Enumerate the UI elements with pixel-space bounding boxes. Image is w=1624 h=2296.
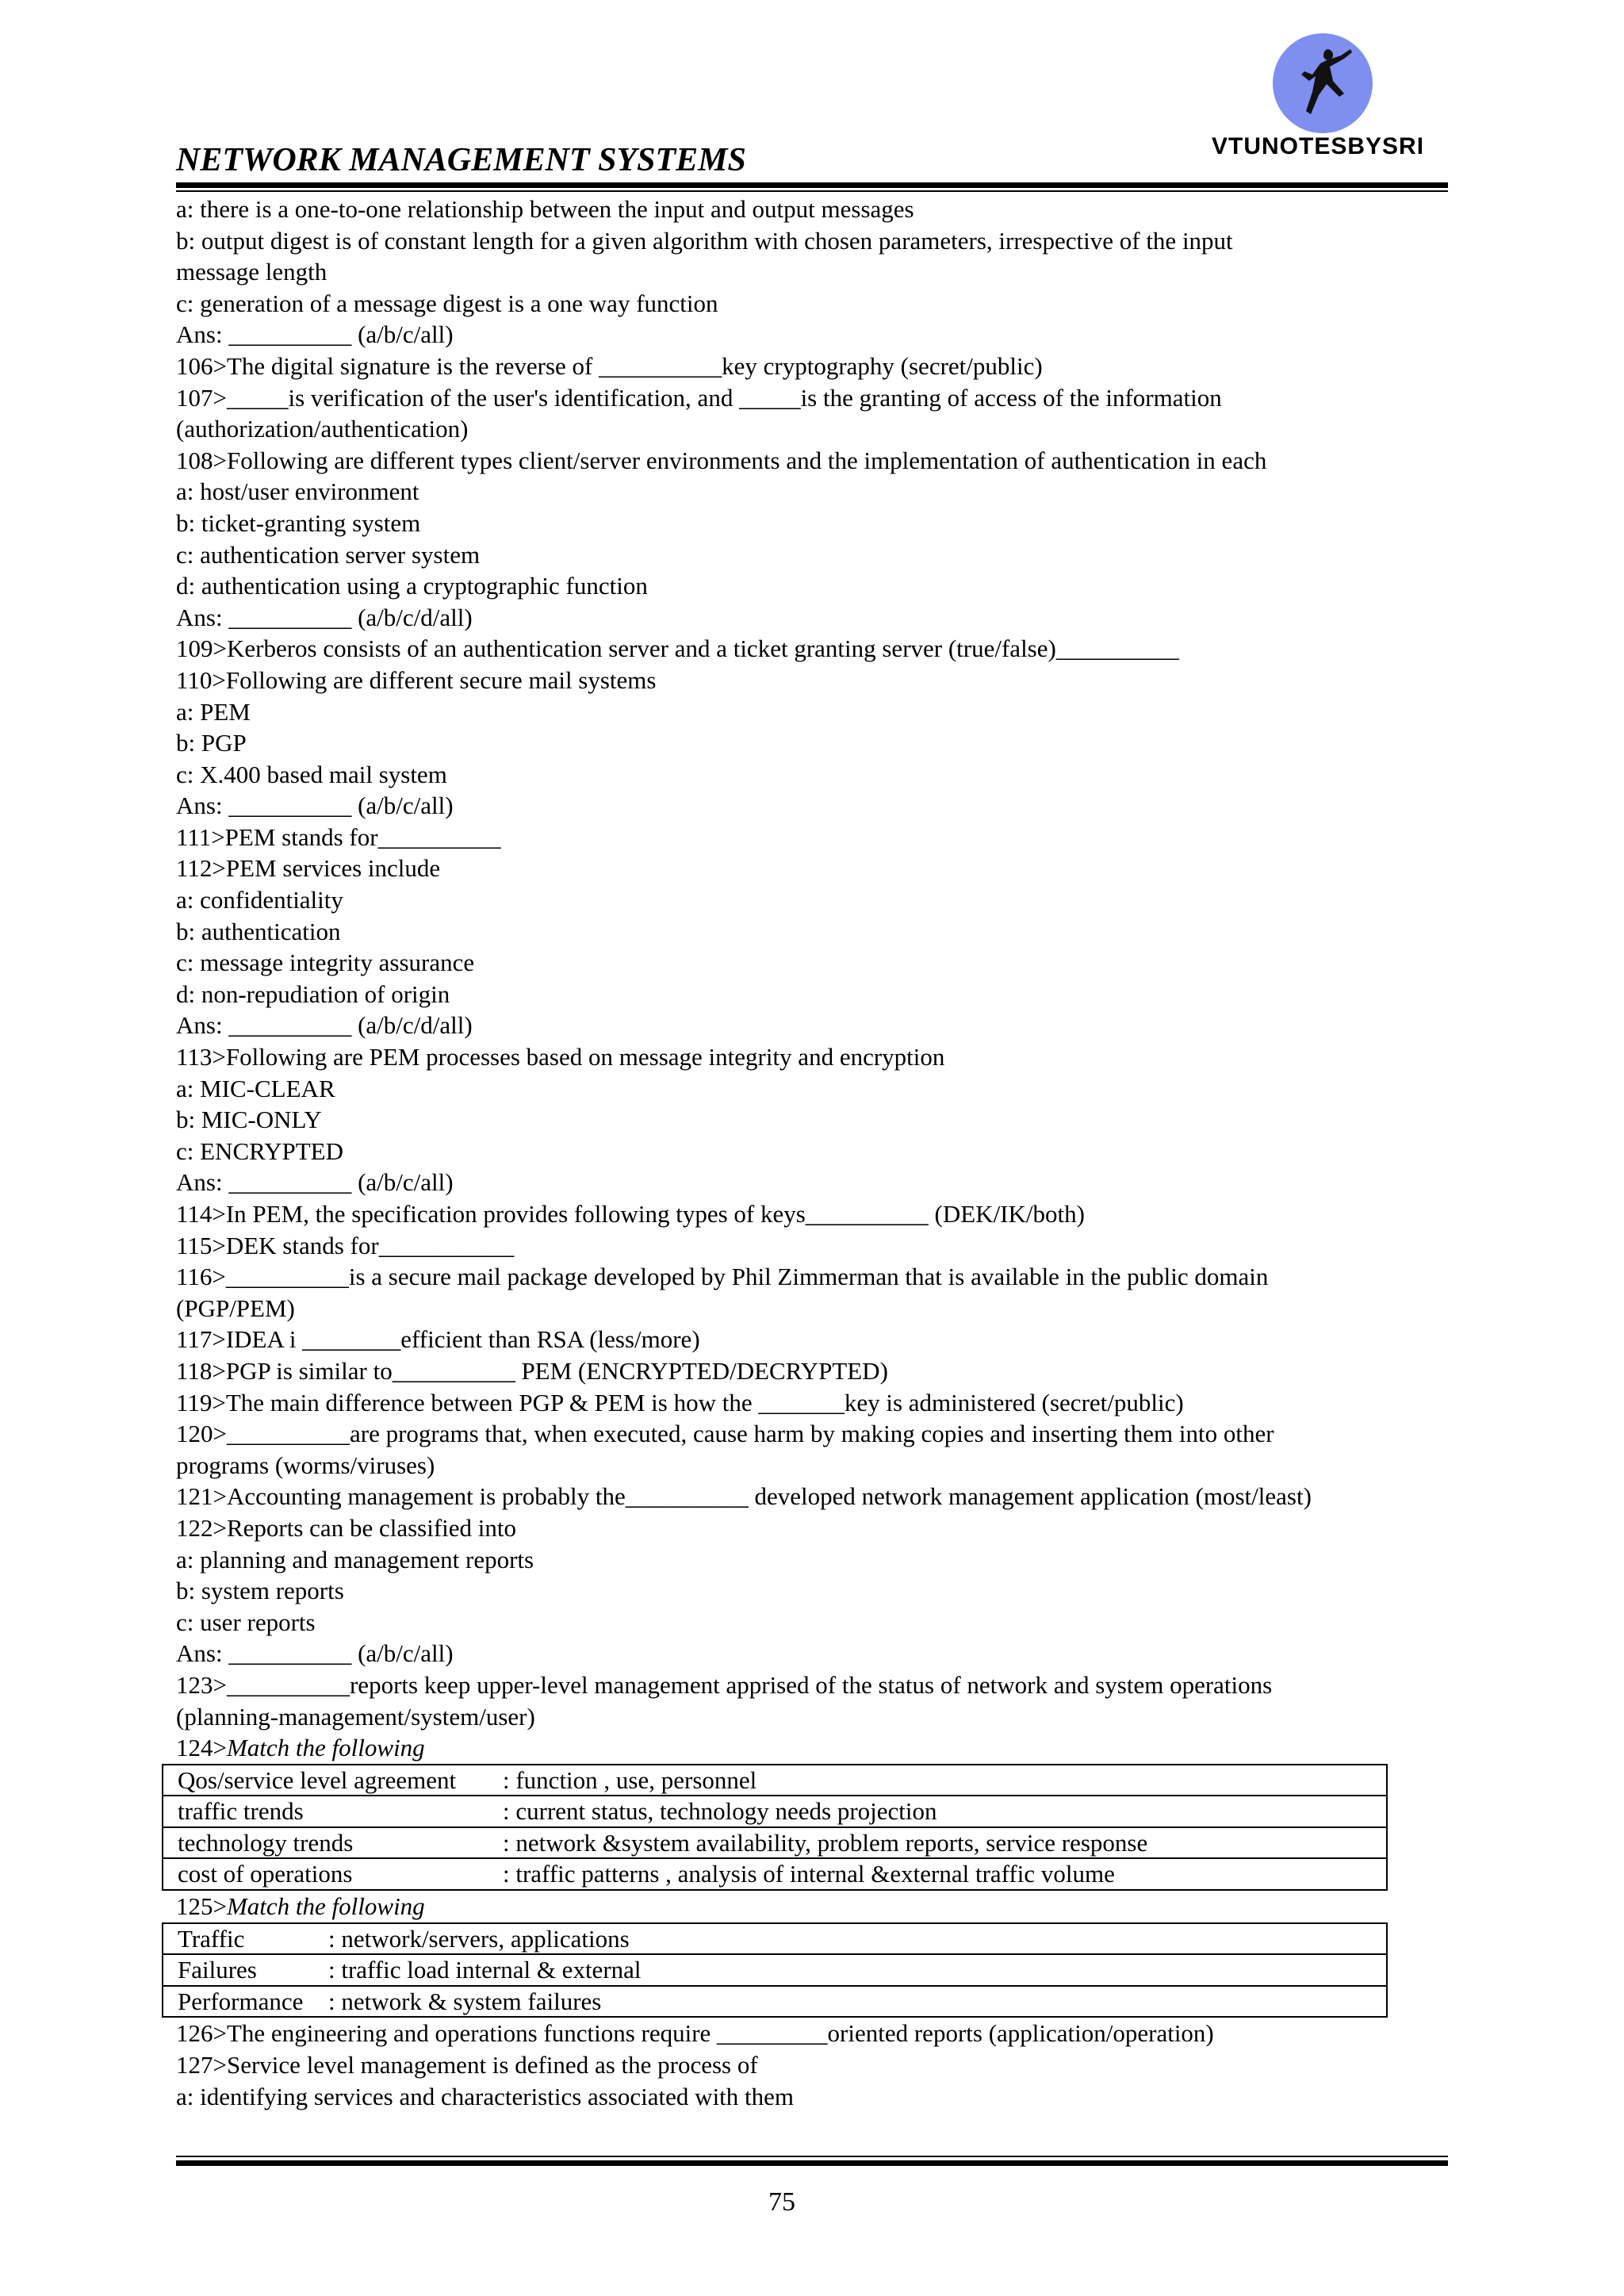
text-line: 107>_____is verification of the user's identification, and _____is the granting of access of the information bbox=[176, 383, 1222, 412]
text-line: message length bbox=[176, 258, 327, 286]
text-line: 126>The engineering and operations functions require _________oriented reports (application/operation) bbox=[176, 2019, 1214, 2048]
text-line: 110>Following are different secure mail systems bbox=[176, 665, 657, 694]
match-left-term: Traffic bbox=[178, 1924, 245, 1953]
match-left-term: technology trends bbox=[178, 1828, 354, 1857]
page-number: 75 bbox=[768, 2187, 795, 2217]
match-cell bbox=[163, 1765, 1387, 1796]
match-cell bbox=[163, 1954, 1387, 1986]
match-right-term: : network/servers, applications bbox=[328, 1924, 630, 1953]
match-row bbox=[163, 1765, 1387, 1796]
q124-number: 124> bbox=[176, 1734, 227, 1762]
text-line: 112>PEM services include bbox=[176, 854, 441, 883]
match-row bbox=[163, 1954, 1387, 1986]
text-line: b: ticket-granting system bbox=[176, 508, 421, 537]
match-cell bbox=[163, 1858, 1387, 1890]
match-left-term: Failures bbox=[178, 1956, 257, 1984]
text-line: c: generation of a message digest is a one way function bbox=[176, 289, 718, 317]
text-line: (PGP/PEM) bbox=[176, 1294, 295, 1322]
text-line: d: non-repudiation of origin bbox=[176, 979, 450, 1008]
tail-question-lines bbox=[176, 2018, 1461, 2112]
match-right-term: : network & system failures bbox=[328, 1987, 602, 2015]
text-line: 117>IDEA i ________efficient than RSA (less/more) bbox=[176, 1325, 700, 1354]
text-line: a: there is a one-to-one relationship between the input and output messages bbox=[176, 195, 914, 223]
text-line: b: PGP bbox=[176, 729, 247, 757]
match-row bbox=[163, 1796, 1387, 1827]
text-line: c: ENCRYPTED bbox=[176, 1137, 343, 1165]
text-line: 108>Following are different types client/server environments and the implementation of authentication in each bbox=[176, 446, 1267, 474]
text-line: a: host/user environment bbox=[176, 477, 419, 506]
text-line: c: user reports bbox=[176, 1608, 316, 1636]
header-rule-thick bbox=[176, 182, 1448, 188]
text-line: 113>Following are PEM processes based on message integrity and encryption bbox=[176, 1043, 945, 1071]
q124-heading bbox=[176, 1732, 1461, 1764]
text-line: c: X.400 based mail system bbox=[176, 760, 447, 788]
text-line: Ans: __________ (a/b/c/all) bbox=[176, 320, 454, 349]
match-cell bbox=[163, 1796, 1387, 1827]
text-line: Ans: __________ (a/b/c/all) bbox=[176, 1639, 454, 1668]
q124-match-table bbox=[162, 1764, 1388, 1891]
text-line: 119>The main difference between PGP & PEM is how the _______key is administered (secret/public) bbox=[176, 1388, 1184, 1416]
text-line: (authorization/authentication) bbox=[176, 415, 469, 443]
text-line: b: authentication bbox=[176, 917, 341, 945]
q125-label: Match the following bbox=[226, 1892, 425, 1921]
match-row bbox=[163, 1986, 1387, 2018]
text-line: 123>__________reports keep upper-level management apprised of the status of network and system operations bbox=[176, 1670, 1273, 1699]
q125-number: 125> bbox=[176, 1892, 227, 1921]
match-right-term: : current status, technology needs projection bbox=[503, 1797, 937, 1826]
match-right-term: : traffic load internal & external bbox=[328, 1956, 642, 1984]
match-left-term: Qos/service level agreement bbox=[178, 1765, 457, 1794]
text-line: b: system reports bbox=[176, 1577, 344, 1605]
text-line: Ans: __________ (a/b/c/d/all) bbox=[176, 603, 473, 631]
match-right-term: : traffic patterns , analysis of internal &external traffic volume bbox=[503, 1860, 1115, 1888]
page-header-title: NETWORK MANAGEMENT SYSTEMS bbox=[176, 142, 746, 178]
text-line: 106>The digital signature is the reverse of __________key cryptography (secret/public) bbox=[176, 351, 1043, 380]
text-line: 115>DEK stands for___________ bbox=[176, 1231, 515, 1259]
text-line: 127>Service level management is defined as the process of bbox=[176, 2051, 758, 2079]
text-line: d: authentication using a cryptographic function bbox=[176, 572, 648, 600]
q125-heading bbox=[176, 1891, 1461, 1922]
text-line: 109>Kerberos consists of an authentication server and a ticket granting server (true/false)__________ bbox=[176, 634, 1179, 663]
match-left-term: Performance bbox=[178, 1987, 304, 2015]
text-line: b: output digest is of constant length for a given algorithm with chosen parameters, irrespective of the input bbox=[176, 226, 1233, 255]
text-line: a: planning and management reports bbox=[176, 1545, 534, 1573]
match-cell bbox=[163, 1986, 1387, 2018]
text-line: b: MIC-ONLY bbox=[176, 1106, 322, 1134]
q125-match-table bbox=[162, 1922, 1388, 2018]
match-row bbox=[163, 1858, 1387, 1890]
text-line: 111>PEM stands for__________ bbox=[176, 822, 501, 851]
match-right-term: : function , use, personnel bbox=[503, 1765, 757, 1794]
logo-text: VTUNOTESBYSRI bbox=[1212, 133, 1425, 159]
match-cell bbox=[163, 1923, 1387, 1955]
text-line: 116>__________is a secure mail package developed by Phil Zimmerman that is available in the public domain bbox=[176, 1263, 1269, 1291]
match-right-term: : network &system availability, problem reports, service response bbox=[503, 1828, 1148, 1857]
text-line: 121>Accounting management is probably the__________ developed network management application (most/least) bbox=[176, 1482, 1312, 1511]
text-line: 120>__________are programs that, when executed, cause harm by making copies and inserting them into other bbox=[176, 1420, 1274, 1448]
text-line: programs (worms/viruses) bbox=[176, 1451, 435, 1479]
match-left-term: traffic trends bbox=[178, 1797, 304, 1826]
text-line: 114>In PEM, the specification provides following types of keys__________ (DEK/IK/both) bbox=[176, 1200, 1085, 1228]
climber-logo-icon bbox=[1271, 32, 1374, 135]
text-line: Ans: __________ (a/b/c/d/all) bbox=[176, 1011, 473, 1040]
text-line: (planning-management/system/user) bbox=[176, 1702, 535, 1731]
text-line: Ans: __________ (a/b/c/all) bbox=[176, 1168, 454, 1197]
header-rule-thin bbox=[176, 190, 1448, 192]
page-body bbox=[176, 194, 1461, 2112]
q124-label: Match the following bbox=[226, 1734, 425, 1762]
text-line: c: message integrity assurance bbox=[176, 949, 475, 977]
text-line: c: authentication server system bbox=[176, 540, 481, 569]
text-line: 122>Reports can be classified into bbox=[176, 1513, 516, 1542]
text-line: a: MIC-CLEAR bbox=[176, 1074, 335, 1102]
match-row bbox=[163, 1827, 1387, 1859]
text-line: a: confidentiality bbox=[176, 886, 343, 914]
question-lines bbox=[176, 194, 1461, 1732]
match-left-term: cost of operations bbox=[178, 1860, 353, 1888]
text-line: Ans: __________ (a/b/c/all) bbox=[176, 792, 454, 820]
text-line: a: identifying services and characteristics associated with them bbox=[176, 2082, 795, 2110]
footer-rule-thick bbox=[176, 2160, 1448, 2166]
text-line: 118>PGP is similar to__________ PEM (ENCRYPTED/DECRYPTED) bbox=[176, 1356, 888, 1385]
match-row bbox=[163, 1923, 1387, 1955]
match-cell bbox=[163, 1827, 1387, 1859]
footer-rule-thin bbox=[176, 2156, 1448, 2157]
text-line: a: PEM bbox=[176, 697, 251, 726]
